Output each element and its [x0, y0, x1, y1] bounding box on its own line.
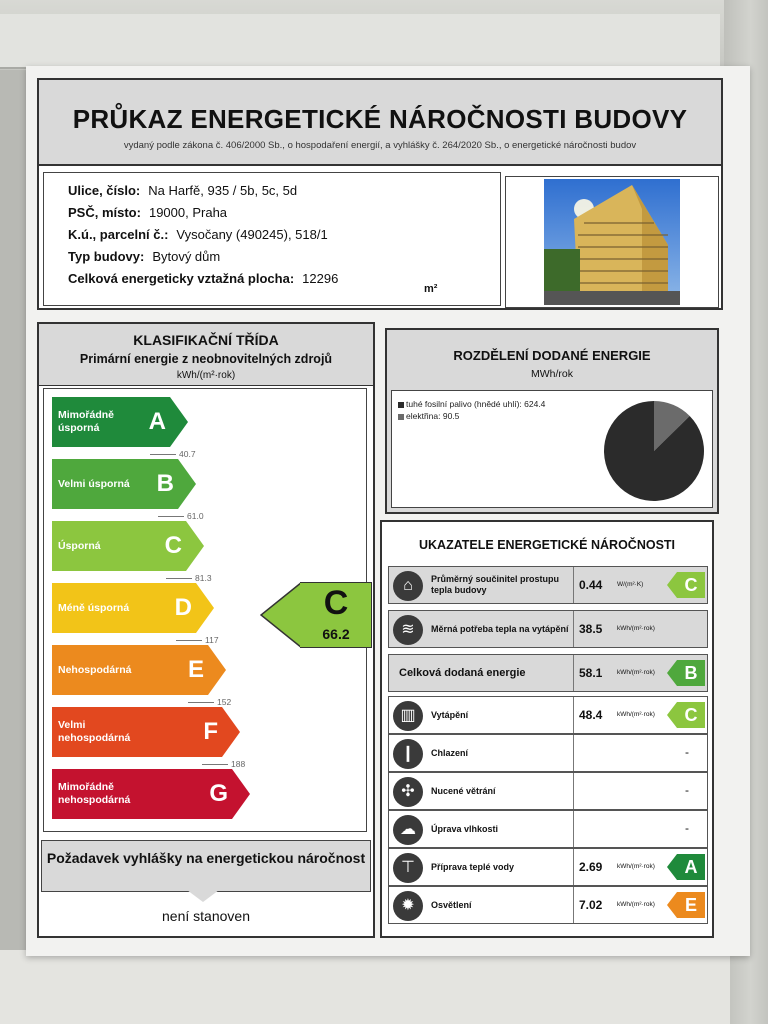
ku-value: Vysočany (490245), 518/1 [176, 227, 328, 242]
legend-item-coal [398, 399, 545, 409]
energy-class-label-e: Nehospodárná [58, 663, 132, 676]
distribution-chart [391, 390, 713, 508]
indicator-row [388, 696, 708, 734]
indicator-divider [573, 887, 574, 923]
building-info [43, 172, 501, 306]
indicator-grade-badge [667, 892, 705, 918]
energy-class-bar-f [52, 707, 222, 757]
indicator-unit: W/(m²·K) [617, 581, 644, 588]
certificate-subtitle: vydaný podle zákona č. 406/2000 Sb., o hospodaření energií, a vyhlášky č. 264/2020 Sb., o energetické náročnosti budov [123, 140, 637, 151]
threshold-b: 61.0 [158, 511, 204, 521]
classification-panel [37, 322, 375, 938]
legend-swatch-electricity [398, 414, 404, 420]
street-value: Na Harfě, 935 / 5b, 5c, 5d [148, 183, 298, 198]
energy-class-letter-f: F [203, 718, 218, 745]
area-unit: m² [424, 283, 438, 295]
indicator-divider [573, 811, 574, 847]
energy-class-tip-f [222, 707, 240, 757]
legend-label-coal: tuhé fosilní palivo (hnědé uhlí): 624.4 [406, 399, 546, 409]
indicator-grade-letter: C [677, 702, 705, 728]
indicator-row [388, 566, 708, 604]
building-photo [544, 179, 680, 305]
indicator-label: Průměrný součinitel prostupu tepla budovy [431, 574, 560, 595]
psc-row [68, 205, 227, 220]
indicator-grade-badge [667, 572, 705, 598]
indicator-unit: kWh/(m²·rok) [617, 625, 655, 632]
energy-class-letter-d: D [174, 594, 192, 621]
current-class-marker [260, 582, 372, 648]
energy-class-scale [43, 388, 367, 832]
indicator-grade-tip [667, 572, 677, 598]
threshold-f: 188 [202, 759, 245, 769]
energy-class-label-f: Velmi nehospodárná [58, 719, 131, 744]
header-band [39, 80, 721, 166]
indicator-value: 7.02 [579, 898, 603, 912]
indicator-grade-letter: B [677, 660, 705, 686]
indicator-grade-badge [667, 702, 705, 728]
energy-class-label-g: Mimořádně nehospodárná [58, 781, 131, 806]
classification-header [39, 324, 373, 386]
distribution-pie [602, 399, 706, 503]
energy-class-bar-b [52, 459, 178, 509]
energy-class-bar-a [52, 397, 170, 447]
threshold-c: 81.3 [166, 573, 212, 583]
area-row [68, 271, 338, 286]
legend-label-electricity: elektřina: 90.5 [406, 411, 460, 421]
indicator-grade-letter: C [677, 572, 705, 598]
indicator-row [388, 886, 708, 924]
requirement-header [41, 840, 371, 892]
energy-class-bar-e [52, 645, 208, 695]
distribution-title: ROZDĚLENÍ DODANÉ ENERGIE [453, 348, 651, 363]
indicator-label: Vytápění [431, 709, 469, 720]
indicator-divider [573, 697, 574, 733]
indicator-unit: kWh/(m²·rok) [617, 863, 655, 870]
ku-label: K.ú., parcelní č.: [68, 227, 169, 242]
indicator-divider [573, 849, 574, 885]
energy-class-bar-g [52, 769, 232, 819]
classification-subtitle: Primární energie z neobnovitelných zdrojů [79, 352, 333, 366]
bulb-icon: ✹ [393, 891, 423, 921]
energy-class-label-c: Úsporná [58, 539, 101, 552]
indicator-divider [573, 735, 574, 771]
psc-label: PSČ, místo: [68, 205, 141, 220]
indicator-empty-value: - [685, 783, 689, 797]
indicator-empty-value: - [685, 745, 689, 759]
indicator-grade-badge [667, 660, 705, 686]
energy-class-label-d: Méně úsporná [58, 601, 130, 614]
indicator-value: 2.69 [579, 860, 603, 874]
indicator-row [388, 654, 708, 692]
requirement-title: Požadavek vyhlášky na energetickou náročnost [46, 850, 366, 866]
current-class-value: 66.2 [322, 626, 350, 642]
classification-title: KLASIFIKAČNÍ TŘÍDA [133, 332, 279, 348]
indicator-label: Chlazení [431, 747, 469, 758]
type-label: Typ budovy: [68, 249, 145, 264]
area-label: Celková energeticky vztažná plocha: [68, 271, 295, 286]
ku-row [68, 227, 328, 242]
requirement-arrow [187, 890, 219, 902]
indicators-title: UKAZATELE ENERGETICKÉ NÁROČNOSTI [418, 538, 676, 552]
indicator-grade-badge [667, 854, 705, 880]
indicator-label: Příprava teplé vody [431, 861, 515, 872]
energy-distribution-panel [385, 328, 719, 514]
energy-class-letter-c: C [164, 532, 182, 559]
building-photo-frame [505, 176, 719, 308]
legend-swatch-coal [398, 402, 404, 408]
energy-class-label-b: Velmi úsporná [58, 477, 130, 490]
energy-class-label-a: Mimořádně úsporná [58, 409, 115, 434]
energy-class-tip-a [170, 397, 188, 447]
humidity-icon: ☁ [393, 815, 423, 845]
tap-icon: ⊤ [393, 853, 423, 883]
indicator-grade-tip [667, 854, 677, 880]
certificate-title: PRŮKAZ ENERGETICKÉ NÁROČNOSTI BUDOVY [72, 104, 688, 134]
current-class-arrow [260, 582, 302, 648]
area-value: 12296 [302, 271, 339, 286]
energy-class-letter-g: G [209, 780, 228, 807]
energy-class-bar-d [52, 583, 196, 633]
street-row [68, 183, 297, 198]
indicator-value: 38.5 [579, 622, 603, 636]
indicator-row [388, 734, 708, 772]
classification-unit: kWh/(m²·rok) [176, 370, 236, 381]
indicator-label: Úprava vlhkosti [431, 823, 499, 834]
indicator-empty-value: - [685, 821, 689, 835]
requirement-value: není stanoven [162, 908, 250, 924]
threshold-a: 40.7 [150, 449, 196, 459]
threshold-e: 152 [188, 697, 231, 707]
type-row [68, 249, 220, 264]
wall-bottom [0, 950, 730, 1024]
wall-panel [0, 14, 720, 69]
type-value: Bytový dům [152, 249, 221, 264]
energy-class-letter-a: A [148, 408, 166, 435]
indicator-label: Měrná potřeba tepla na vytápění [431, 623, 569, 634]
indicator-unit: kWh/(m²·rok) [617, 901, 655, 908]
indicator-grade-tip [667, 892, 677, 918]
house-icon: ⌂ [393, 571, 423, 601]
indicator-unit: kWh/(m²·rok) [617, 711, 655, 718]
thermometer-icon: ❙ [393, 739, 423, 769]
indicator-value: 0.44 [579, 578, 603, 592]
energy-class-tip-g [232, 769, 250, 819]
indicator-divider [573, 655, 574, 691]
indicator-grade-letter: E [677, 892, 705, 918]
energy-class-letter-b: B [156, 470, 174, 497]
indicators-panel [380, 520, 714, 938]
indicator-row [388, 772, 708, 810]
indicator-row [388, 610, 708, 648]
current-class-letter: C [323, 584, 349, 622]
energy-class-letter-e: E [187, 656, 204, 683]
heat-icon: ≋ [393, 615, 423, 645]
energy-class-tip-c [186, 521, 204, 571]
psc-value: 19000, Praha [148, 205, 228, 220]
distribution-unit: MWh/rok [531, 368, 573, 380]
energy-class-tip-d [196, 583, 214, 633]
indicator-grade-tip [667, 660, 677, 686]
energy-class-tip-b [178, 459, 196, 509]
threshold-d: 117 [176, 635, 219, 645]
indicator-grade-letter: A [677, 854, 705, 880]
indicator-value: 58.1 [579, 666, 603, 680]
certificate-header [37, 78, 723, 310]
indicator-divider [573, 773, 574, 809]
indicator-unit: kWh/(m²·rok) [617, 669, 655, 676]
indicator-row [388, 810, 708, 848]
indicator-divider [573, 611, 574, 647]
indicator-grade-tip [667, 702, 677, 728]
energy-class-tip-e [208, 645, 226, 695]
energy-class-bar-c [52, 521, 186, 571]
indicator-label: Osvětlení [431, 899, 472, 910]
radiator-icon: ▥ [393, 701, 423, 731]
fan-icon: ✣ [393, 777, 423, 807]
indicator-label: Celková dodaná energie [399, 666, 526, 679]
legend-item-electricity [398, 411, 459, 421]
indicator-row [388, 848, 708, 886]
street-label: Ulice, číslo: [68, 183, 141, 198]
indicator-label: Nucené větrání [431, 785, 496, 796]
indicator-divider [573, 567, 574, 603]
indicator-value: 48.4 [579, 708, 603, 722]
